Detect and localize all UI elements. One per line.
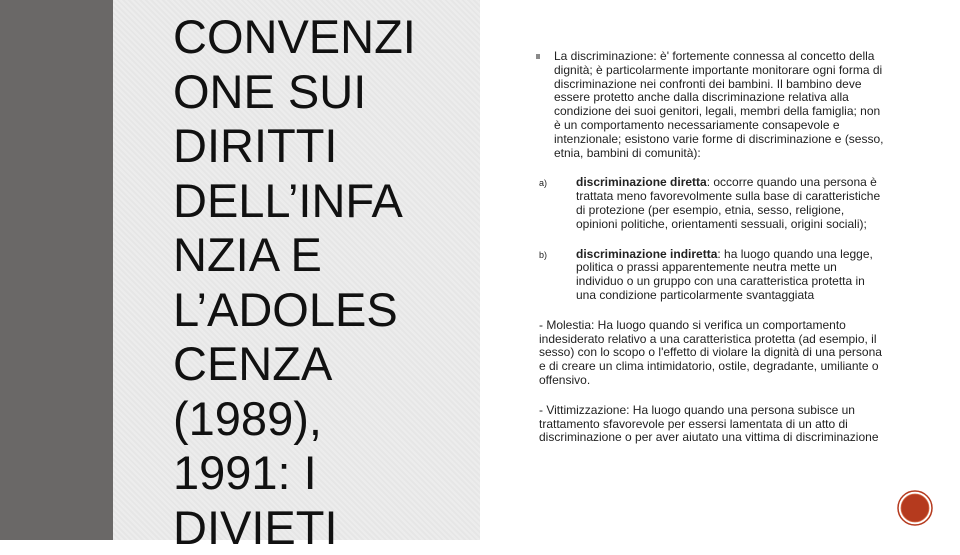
vittimizzazione-paragraph: - Vittimizzazione: Ha luogo quando una persona subisce un trattamento sfavorevole per essersi lamentata di un atto di discriminazione o per aver aiutato una vittima di discriminazione — [539, 404, 885, 445]
list-item — [533, 248, 885, 303]
slide-title — [173, 10, 473, 555]
title-line: ONE SUI — [173, 65, 473, 120]
slide-content — [533, 50, 885, 445]
title-line: DELL’INFA — [173, 174, 473, 229]
title-line: DIRITTI — [173, 119, 473, 174]
list-marker: b) — [539, 249, 547, 262]
list-item-term: discriminazione diretta — [576, 175, 707, 189]
title-line: (1989), — [173, 392, 473, 447]
title-line: CONVENZI — [173, 10, 473, 65]
left-decor-strip — [0, 0, 113, 540]
title-line: 1991: I — [173, 446, 473, 501]
list-item-text: : occorre quando una persona è trattata meno favorevolmente sulla base di caratteristiche di protezione (per esempio, etnia, sesso, religione, opinioni politiche, orientamenti sessuali, origini sociali); — [576, 175, 880, 230]
list-item — [533, 176, 885, 231]
title-line: L’ADOLES — [173, 283, 473, 338]
molestia-paragraph: - Molestia: Ha luogo quando si verifica un comportamento indesiderato relativo a una caratteristica protetta (ad esempio, il sesso) con lo scopo o l'effetto di violare la dignità di una persona e di creare un clima intimidatorio, ostile, degradante, umiliante o offensivo. — [539, 319, 885, 388]
title-panel — [113, 0, 480, 540]
bullet-square-icon — [536, 54, 540, 59]
title-line: CENZA — [173, 337, 473, 392]
bullet-text: La discriminazione: è' fortemente connessa al concetto della dignità; è particolarmente importante monitorare ogni forma di discriminazione nei confronti dei bambini. Il bambino deve essere protetto anche dalla discriminazione relativa alla condizione dei suoi genitori, legali, membri della famiglia; non è un comportamento necessariamente consapevole e intenzionale; esistono varie forme di discriminazione e (sesso, etnia, bambini di comunità): — [554, 49, 884, 160]
title-line: NZIA E — [173, 228, 473, 283]
title-line: DIVIETI — [173, 501, 473, 555]
list-marker: a) — [539, 177, 547, 190]
list-item-term: discriminazione indiretta — [576, 247, 717, 261]
slide-nav-circle-icon[interactable] — [897, 490, 933, 526]
bullet-paragraph — [533, 50, 885, 160]
list-item-text: : ha luogo quando una legge, politica o prassi apparentemente neutra mette un individuo o un gruppo con una caratteristica protetta in una condizione particolarmente svantaggiata — [576, 247, 873, 302]
